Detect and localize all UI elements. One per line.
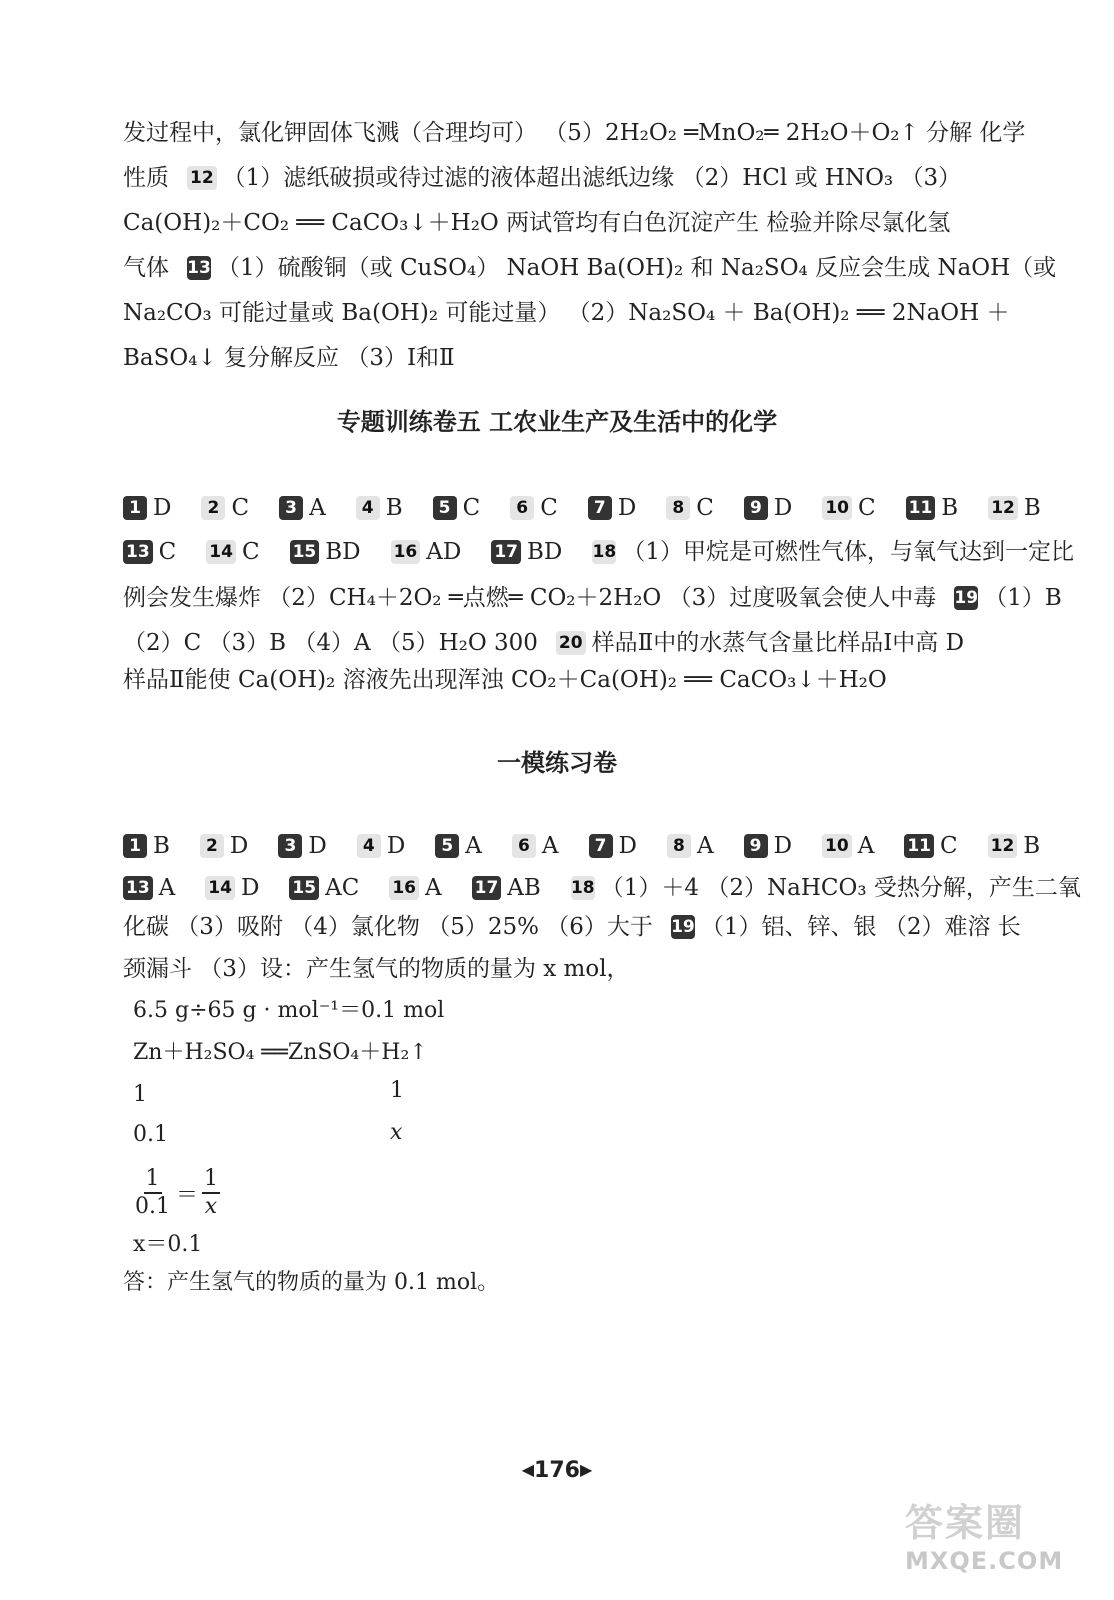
section-title: 一模练习卷 <box>497 748 617 777</box>
answer-choice: BD <box>325 539 361 565</box>
question-number-badge: 14 <box>205 876 235 900</box>
watermark-logo <box>905 1500 1105 1590</box>
calc-value-right: x <box>390 1120 403 1145</box>
answer-item <box>491 537 562 567</box>
question-number-badge: 9 <box>744 834 768 858</box>
answer-choice: C <box>858 495 876 521</box>
top-line-3 <box>123 208 1003 238</box>
answer-choice: BD <box>526 539 563 565</box>
question-number-badge: 11 <box>904 834 934 858</box>
top-line-6 <box>123 343 1003 373</box>
answer-choice: C <box>158 539 177 565</box>
answer-choice: D <box>240 875 260 901</box>
answer-choice: D <box>308 833 327 859</box>
question-number-badge: 1 <box>123 496 147 520</box>
fraction <box>202 1166 220 1220</box>
question-number-badge: 6 <box>512 834 536 858</box>
answer-item <box>123 873 175 903</box>
answer-choice: D <box>617 495 637 521</box>
answer-choice: B <box>153 833 170 859</box>
question-number-badge: 14 <box>206 540 236 564</box>
mock-line-4 <box>123 954 1003 984</box>
answer-choice: C <box>231 495 250 521</box>
text: 性质 <box>123 165 169 191</box>
question-number-badge: 13 <box>123 876 153 900</box>
answer-choice: D <box>153 495 172 521</box>
text: 化碳 （3）吸附 （4）氯化物 （5）25% （6）大于 <box>123 914 653 940</box>
answer-item <box>589 831 637 861</box>
question-number-badge: 5 <box>435 834 459 858</box>
answer-item <box>988 493 1041 523</box>
answer-choice: D <box>229 833 249 859</box>
question-number-badge: 13 <box>123 540 153 564</box>
question-number-badge: 2 <box>200 834 224 858</box>
answer-choice: A <box>696 833 714 859</box>
text: 样品Ⅱ能使 Ca(OH)₂ 溶液先出现浑浊 CO₂＋Ca(OH)₂ ══ CaCO₃↓＋H₂O <box>123 667 887 693</box>
answer-row <box>123 873 1081 903</box>
answer-row <box>123 537 1074 567</box>
answer-choice: C <box>696 495 714 521</box>
answer-sentence: 答：产生氢气的物质的量为 0.1 mol。 <box>123 1270 500 1295</box>
left-arrow-icon: ◀ <box>521 1460 535 1479</box>
answer-item <box>356 493 403 523</box>
answer-choice: C <box>241 539 260 565</box>
text: 颈漏斗 （3）设：产生氢气的物质的量为 x mol， <box>123 956 630 982</box>
answer-item <box>289 873 359 903</box>
text: （1）＋4 （2）NaHCO₃ 受热分解，产生二氧 <box>600 875 1081 901</box>
section5-line-4 <box>123 628 1003 658</box>
answer-item <box>588 493 636 523</box>
watermark-text: 答案圈 <box>905 1501 1026 1545</box>
answer-item <box>389 873 441 903</box>
numerator: 1 <box>144 1166 162 1194</box>
question-number-badge: 13 <box>187 258 211 278</box>
answer-items <box>123 873 571 903</box>
section5-line-3 <box>123 583 1062 613</box>
answer-items <box>123 537 592 567</box>
question-number-badge: 12 <box>988 496 1018 520</box>
answer-choice: A <box>465 833 482 859</box>
question-number-badge: 8 <box>667 834 691 858</box>
answer-item <box>123 493 171 523</box>
numerator: 1 <box>202 1166 220 1194</box>
text: Na₂CO₃ 可能过量或 Ba(OH)₂ 可能过量） （2）Na₂SO₄ ＋ Ba(OH)₂ ══ 2NaOH ＋ <box>123 300 1010 326</box>
answer-item <box>278 831 326 861</box>
answer-item <box>201 493 249 523</box>
text: 样品Ⅱ中的水蒸气含量比样品Ⅰ中高 D <box>591 630 965 656</box>
answer-item <box>472 873 541 903</box>
answer-choice: A <box>541 833 559 859</box>
answer-item <box>206 537 259 567</box>
right-arrow-icon: ▶ <box>579 1460 593 1479</box>
answer-row <box>123 493 1041 523</box>
answer-item <box>822 493 875 523</box>
question-number-badge: 5 <box>433 496 457 520</box>
answer-choice: AC <box>325 875 360 901</box>
answer-choice: AB <box>507 875 541 901</box>
answer-choice: C <box>940 833 958 859</box>
answer-item <box>435 831 482 861</box>
question-number-badge: 11 <box>906 496 936 520</box>
answer-item <box>205 873 259 903</box>
text: 气体 <box>123 255 169 281</box>
page-number <box>0 1458 1114 1483</box>
question-number-badge: 7 <box>588 496 612 520</box>
answer-item <box>510 493 558 523</box>
text: 发过程中，氯化钾固体飞溅（合理均可） （5）2H₂O₂ ═MnO₂═ 2H₂O＋O₂↑ 分解 化学 <box>123 120 1026 146</box>
answer-choice: A <box>424 875 442 901</box>
calc-ratio-left: 1 <box>133 1082 147 1107</box>
question-number-badge: 2 <box>201 496 225 520</box>
question-number-badge: 3 <box>278 834 302 858</box>
answer-choice: AD <box>426 539 462 565</box>
fraction <box>133 1166 172 1220</box>
question-number-badge: 8 <box>666 496 690 520</box>
watermark-domain: MXQE.COM <box>905 1547 1064 1575</box>
top-line-5 <box>123 298 1010 328</box>
answer-row <box>123 831 1041 861</box>
answer-item <box>200 831 248 861</box>
question-number-badge: 10 <box>822 496 852 520</box>
mock-line-3 <box>123 912 1021 942</box>
answer-choice: B <box>941 495 959 521</box>
question-number-badge: 12 <box>988 834 1018 858</box>
calc-line: 6.5 g÷65 g · mol⁻¹＝0.1 mol <box>133 998 445 1023</box>
answer-choice: B <box>1023 495 1041 521</box>
text: Ca(OH)₂＋CO₂ ══ CaCO₃↓＋H₂O 两试管均有白色沉淀产生 检验并除尽氯化氢 <box>123 210 951 236</box>
text: （1）B <box>984 585 1062 611</box>
question-number-badge: 3 <box>279 496 303 520</box>
question-number-badge: 15 <box>290 540 320 564</box>
answer-item <box>433 493 481 523</box>
answer-item <box>744 493 792 523</box>
text: （1）硫酸铜（或 CuSO₄） NaOH Ba(OH)₂ 和 Na₂SO₄ 反应会生成 NaOH（或 <box>217 255 1057 281</box>
question-number-badge: 4 <box>357 834 381 858</box>
answer-choice: D <box>386 833 406 859</box>
answer-choice: D <box>773 833 793 859</box>
question-number-badge: 9 <box>744 496 768 520</box>
answer-choice: B <box>385 495 403 521</box>
text: BaSO₄↓ 复分解反应 （3）Ⅰ和Ⅱ <box>123 345 455 371</box>
answer-choice: D <box>618 833 637 859</box>
question-number-badge: 16 <box>389 876 419 900</box>
calc-ratio-right: 1 <box>390 1078 404 1103</box>
answer-item <box>123 537 176 567</box>
question-number-badge: 12 <box>187 166 217 190</box>
question-number-badge: 16 <box>391 540 421 564</box>
question-number-badge: 19 <box>671 917 695 937</box>
answer-item <box>666 493 714 523</box>
page-number-text: 176 <box>534 1458 580 1483</box>
calc-value-left: 0.1 <box>133 1122 168 1147</box>
answer-choice: C <box>540 495 558 521</box>
answer-choice: C <box>462 495 481 521</box>
top-line-2 <box>123 163 1003 193</box>
answer-choice: A <box>857 833 875 859</box>
text: （2）C （3）B （4）A （5）H₂O 300 <box>123 630 538 656</box>
question-number-badge: 19 <box>954 588 979 608</box>
answer-item <box>906 493 959 523</box>
answer-item <box>279 493 326 523</box>
question-number-badge: 1 <box>123 834 147 858</box>
question-number-badge: 7 <box>589 834 613 858</box>
answer-item <box>357 831 405 861</box>
question-number-badge: 20 <box>556 631 586 655</box>
question-number-badge: 4 <box>356 496 380 520</box>
answer-item <box>822 831 874 861</box>
question-number-badge: 6 <box>510 496 534 520</box>
answer-item <box>290 537 361 567</box>
text: （1）铝、锌、银 （2）难溶 长 <box>700 914 1021 940</box>
question-number-badge: 10 <box>822 834 852 858</box>
answer-choice: A <box>309 495 326 521</box>
calc-result: x＝0.1 <box>133 1232 203 1257</box>
answer-choice: D <box>773 495 793 521</box>
question-number-badge: 18 <box>592 542 617 562</box>
answer-item <box>988 831 1041 861</box>
answer-choice: B <box>1023 833 1041 859</box>
answer-choice: A <box>158 875 176 901</box>
top-line-4 <box>123 253 1057 283</box>
section-title: 专题训练卷五 工农业生产及生活中的化学 <box>336 407 778 436</box>
fraction-equation <box>133 1166 220 1220</box>
question-number-badge: 17 <box>472 876 502 900</box>
answer-item <box>512 831 559 861</box>
top-line-1 <box>123 118 1026 148</box>
text: 例会发生爆炸 （2）CH₄＋2O₂ ═点燃═ CO₂＋2H₂O （3）过度吸氧会使人中毒 <box>123 585 937 611</box>
question-number-badge: 15 <box>289 876 319 900</box>
answer-item <box>744 831 792 861</box>
answer-item <box>904 831 957 861</box>
answer-item <box>391 537 462 567</box>
answer-item <box>123 831 170 861</box>
calc-equation: Zn＋H₂SO₄ ══ZnSO₄＋H₂↑ <box>133 1040 428 1065</box>
answer-item <box>667 831 714 861</box>
question-number-badge: 17 <box>491 540 521 564</box>
denominator: 0.1 <box>135 1194 170 1219</box>
text: （1）甲烷是可燃性气体，与氧气达到一定比 <box>622 539 1074 565</box>
text: （1）滤纸破损或待过滤的液体超出滤纸边缘 （2）HCl 或 HNO₃ （3） <box>222 165 962 191</box>
question-number-badge: 18 <box>570 878 595 898</box>
equals-sign: ＝ <box>176 1182 199 1208</box>
denominator: x <box>204 1194 218 1219</box>
section5-line-5 <box>123 665 1003 695</box>
